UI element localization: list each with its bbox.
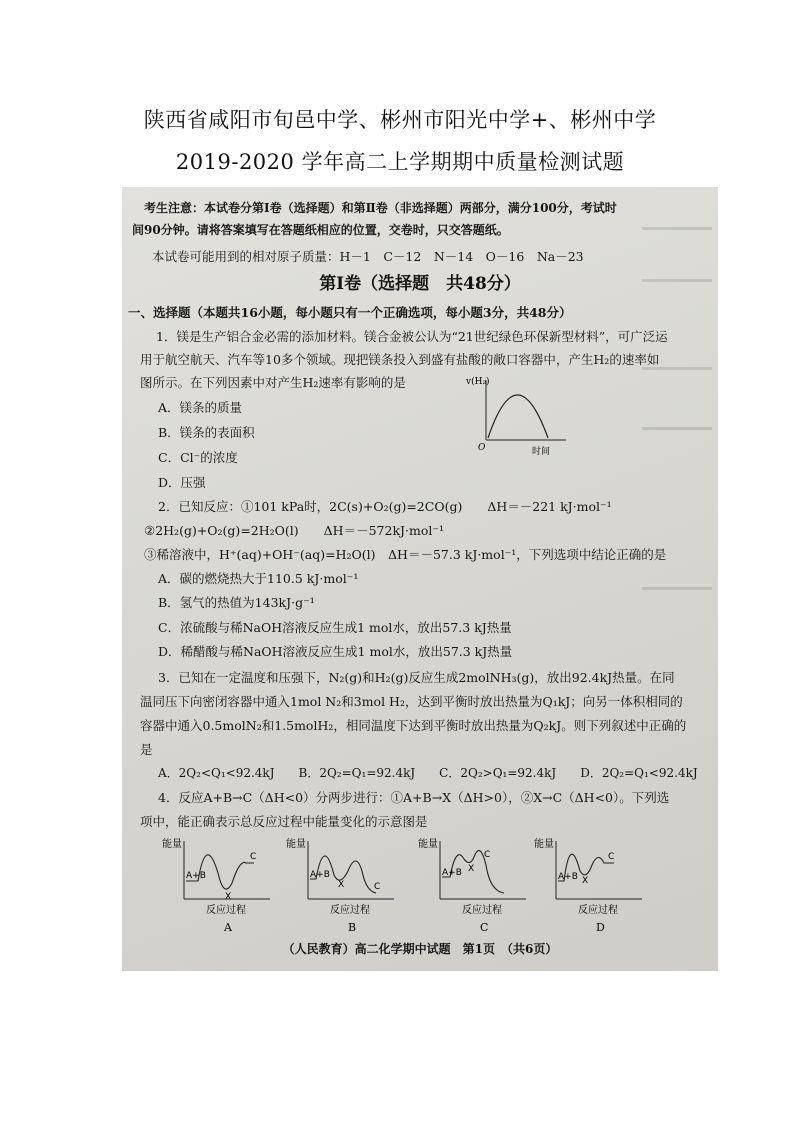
q1-line-1: 1．镁是生产铝合金必需的添加材料。镁合金被公认为“21世纪绿色环保新型材料”，可广泛运 xyxy=(156,329,668,344)
chart-x-label: 时间 xyxy=(532,447,551,457)
diagram-d-option: D xyxy=(596,921,605,934)
q2-option-c: C．浓硫酸与稀NaOH溶液反应生成1 mol水，放出57.3 kJ热量 xyxy=(158,620,512,635)
bleed-through-mark xyxy=(642,227,712,230)
bleed-through-mark xyxy=(642,427,712,430)
q3-line-3: 容器中通入0.5molN₂和1.5molH₂，相同温度下达到平衡时放出热量为Q₂kJ。则下列叙述中正确的 xyxy=(140,718,687,733)
diagram-a-ylabel: 能量 xyxy=(162,839,182,850)
q3-options: A．2Q₂<Q₁<92.4kJ B．2Q₂=Q₁=92.4kJ C．2Q₂>Q₁=92.4kJ D．2Q₂=Q₁<92.4kJ xyxy=(158,766,698,780)
diagram-b-option: B xyxy=(348,921,357,934)
q1-option-d: D．压强 xyxy=(158,475,206,490)
svg-text:反应过程: 反应过程 xyxy=(330,905,370,916)
energy-diagram-d xyxy=(534,837,642,934)
svg-text:X: X xyxy=(225,892,232,902)
atomic-mass-line: 本试卷可能用到的相对原子质量：H－1 C－12 N－14 O－16 Na－23 xyxy=(152,249,584,264)
q1-option-c: C．Cl⁻的浓度 xyxy=(158,450,238,465)
energy-diagram-b xyxy=(286,837,394,934)
volume-title: 第Ⅰ卷（选择题 共48分） xyxy=(319,274,521,294)
svg-text:能量: 能量 xyxy=(418,839,438,850)
q3-line-1: 3．已知在一定温度和压强下，N₂(g)和H₂(g)反应生成2molNH₃(g)，放出92.4kJ热量。在同 xyxy=(158,670,675,685)
svg-text:反应过程: 反应过程 xyxy=(578,905,618,916)
q1-option-b: B．镁条的表面积 xyxy=(158,425,255,440)
diagram-c-option: C xyxy=(480,921,489,934)
document-title-line-1: 陕西省咸阳市旬邑中学、彬州市阳光中学+、彬州中学 xyxy=(143,108,657,132)
svg-text:X: X xyxy=(468,864,475,874)
energy-diagrams xyxy=(162,837,702,937)
rate-curve xyxy=(488,395,548,438)
scanned-exam-page xyxy=(122,187,718,971)
q2-option-b: B．氢气的热值为143kJ·g⁻¹ xyxy=(158,595,315,610)
q4-line-2: 项中，能正确表示总反应过程中能量变化的示意图是 xyxy=(140,814,428,829)
q2-line-3: ③稀溶液中，H⁺(aq)+OH⁻(aq)=H₂O(l) ΔH＝－57.3 kJ·mol⁻¹，下列选项中结论正确的是 xyxy=(144,547,667,562)
chart-origin: O xyxy=(478,443,486,453)
q3-line-2: 温同压下向密闭容器中通入1mol N₂和3mol H₂，达到平衡时放出热量为Q₁kJ；向另一体积相同的 xyxy=(140,694,683,709)
bleed-through-mark xyxy=(642,587,712,590)
q1-option-a: A．镁条的质量 xyxy=(158,400,243,415)
svg-text:能量: 能量 xyxy=(286,839,306,850)
svg-text:C: C xyxy=(484,850,491,860)
svg-text:反应过程: 反应过程 xyxy=(206,905,246,916)
q2-option-d: D．稀醋酸与稀NaOH溶液反应生成1 mol水，放出57.3 kJ热量 xyxy=(158,644,513,659)
energy-diagram-a xyxy=(162,837,270,934)
chart-y-label: v(H₂) xyxy=(466,377,490,387)
q1-line-2: 用于航空航天、汽车等10多个领域。现把镁条投入到盛有盐酸的敞口容器中，产生H₂的速率如 xyxy=(140,352,660,367)
svg-text:X: X xyxy=(338,880,345,890)
section-header: 一、选择题（本题共16小题，每小题只有一个正确选项，每小题3分，共48分） xyxy=(128,305,572,320)
svg-text:A+B: A+B xyxy=(186,871,206,881)
exam-notice-line-1: 考生注意：本试卷分第Ⅰ卷（选择题）和第Ⅱ卷（非选择题）两部分，满分100分，考试时 xyxy=(144,201,617,215)
q2-line-2: ②2H₂(g)+O₂(g)=2H₂O(l) ΔH＝－572kJ·mol⁻¹ xyxy=(144,523,444,538)
q2-option-a: A．碳的燃烧热大于110.5 kJ·mol⁻¹ xyxy=(158,571,359,586)
svg-text:A+B: A+B xyxy=(442,868,462,878)
q2-line-1: 2．已知反应：①101 kPa时，2C(s)+O₂(g)=2CO(g) ΔH＝－221 kJ·mol⁻¹ xyxy=(158,499,612,514)
q4-line-1: 4．反应A+B→C（ΔH<0）分两步进行：①A+B→X（ΔH>0），②X→C（ΔH<0）。下列选 xyxy=(158,790,670,805)
svg-text:A+B: A+B xyxy=(558,872,578,882)
q3-line-4: 是 xyxy=(140,742,153,757)
energy-diagram-c xyxy=(418,837,526,934)
svg-text:C: C xyxy=(374,882,381,892)
svg-text:A+B: A+B xyxy=(310,870,330,880)
diagram-a-option: A xyxy=(224,921,232,934)
document-title-line-2: 2019-2020 学年高二上学期期中质量检测试题 xyxy=(175,150,625,174)
q1-line-3: 图所示。在下列因素中对产生H₂速率有影响的是 xyxy=(140,375,406,390)
page-footer: （人民教育）高二化学期中试题 第1页 （共6页） xyxy=(282,942,558,956)
svg-text:能量: 能量 xyxy=(534,839,554,850)
exam-notice-line-2: 间90分钟。请将答案填写在答题纸相应的位置，交卷时，只交答题纸。 xyxy=(132,223,509,237)
svg-text:X: X xyxy=(582,876,589,886)
h2-rate-chart xyxy=(462,372,572,457)
svg-text:C: C xyxy=(608,852,615,862)
svg-text:反应过程: 反应过程 xyxy=(462,905,502,916)
svg-text:C: C xyxy=(250,852,257,862)
